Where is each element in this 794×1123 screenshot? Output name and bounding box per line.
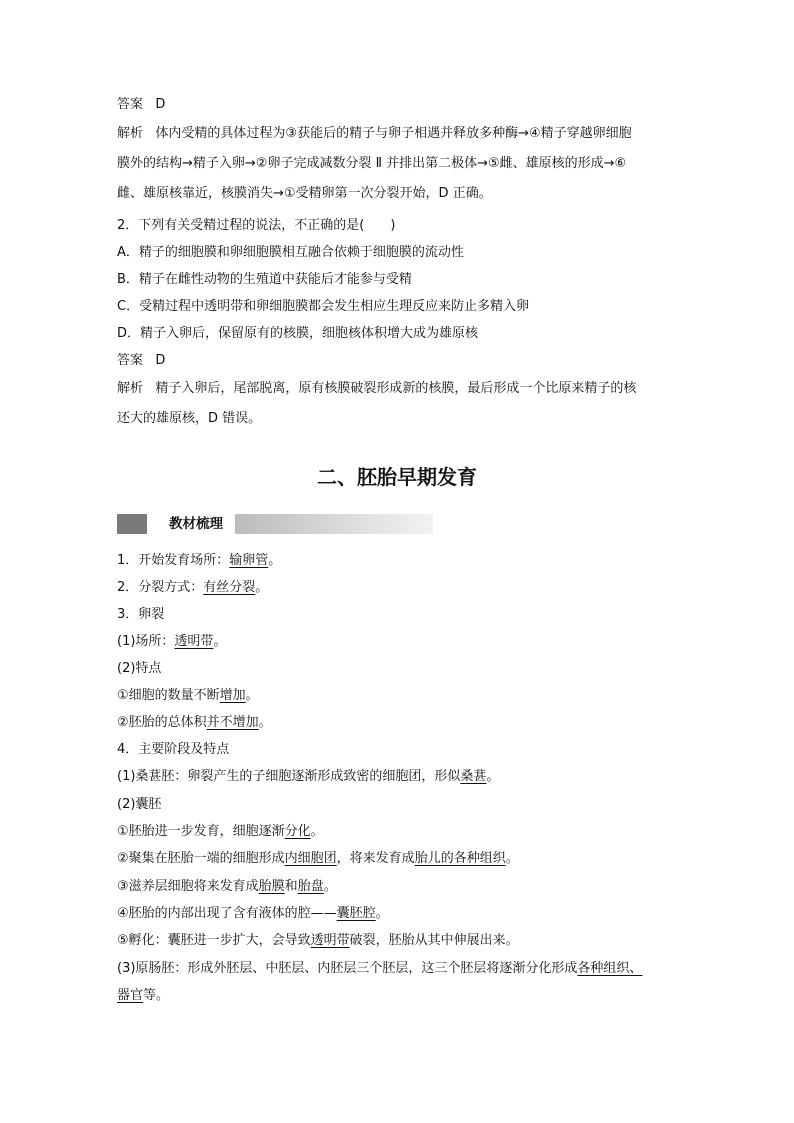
section-banner: [117, 514, 433, 534]
note-text: 。: [323, 879, 337, 894]
note-text: ②聚集在胚胎一端的细胞形成: [117, 851, 285, 866]
question-stem: 2．下列有关受精过程的说法，不正确的是( ): [117, 218, 396, 233]
note-text: 。: [310, 824, 324, 839]
note-text: 破裂，胚胎从其中伸展出来。: [349, 933, 519, 948]
note-text: 。: [505, 851, 519, 866]
note-text: (3)原肠胚：形成外胚层、中胚层、内胚层三个胚层，这三个胚层将逐渐分化形成: [117, 961, 578, 976]
note-text: 。: [486, 769, 500, 784]
note-text: (1)场所：: [117, 634, 175, 649]
note-text: ①细胞的数量不断: [117, 688, 220, 703]
note-key-term: 增加: [219, 688, 246, 703]
note-line: [117, 580, 268, 596]
note-text: 等。: [143, 988, 170, 1003]
note-key-term: 胎儿的各种组织: [414, 851, 506, 866]
note-line: [117, 715, 272, 731]
note-text: 1．开始发育场所：: [117, 553, 230, 568]
answer-label: 答案: [117, 353, 144, 368]
note-text: ⑤孵化：囊胚进一步扩大，会导致: [117, 933, 311, 948]
note-text: 2．分裂方式：: [117, 580, 204, 595]
note-text: ④胚胎的内部出现了含有液体的腔——: [117, 906, 337, 921]
note-key-term: 透明带: [174, 634, 214, 649]
analysis-line: [117, 381, 636, 397]
note-key-term: 透明带: [310, 933, 350, 948]
analysis-label: 解析: [117, 126, 144, 141]
note-key-term: 桑葚: [460, 769, 487, 784]
note-key-term: 分化: [284, 824, 311, 839]
note-text: ①胚胎进一步发育，细胞逐渐: [117, 824, 285, 839]
note-line: [117, 879, 337, 895]
note-key-term: 各种组织、: [577, 961, 643, 976]
note-line: 4．主要阶段及特点: [117, 742, 230, 757]
answer-value: D: [155, 353, 166, 368]
note-line: [117, 824, 324, 840]
option-c: C．受精过程中透明带和卵细胞膜都会发生相应生理反应来防止多精入卵: [117, 299, 530, 314]
section-title: 二、胚胎早期发育: [317, 465, 477, 489]
note-text: 。: [255, 580, 269, 595]
analysis-text-line: 膜外的结构→精子入卵→②卵子完成减数分裂 Ⅱ 并排出第二极体→⑤雌、雄原核的形成→⑥: [117, 156, 627, 171]
note-text: 。: [213, 634, 227, 649]
note-line: [117, 851, 519, 867]
note-line: [117, 688, 259, 704]
note-text: ③滋养层细胞将来发育成: [117, 879, 259, 894]
note-text: 和: [284, 879, 298, 894]
note-line: [117, 769, 499, 785]
answer-label: 答案: [117, 97, 144, 112]
note-line: [117, 906, 389, 922]
note-line: [117, 553, 281, 569]
note-line: [117, 933, 519, 949]
note-key-term: 输卵管: [229, 553, 269, 568]
note-text: ②胚胎的总体积: [117, 715, 207, 730]
note-line: (2)囊胚: [117, 797, 162, 812]
note-key-term: 胎盘: [297, 879, 324, 894]
analysis-text-line: 还大的雄原核，D 错误。: [117, 411, 262, 426]
note-text: (1)桑葚胚：卵裂产生的子细胞逐渐形成致密的细胞团，形似: [117, 769, 461, 784]
option-b: B．精子在雌性动物的生殖道中获能后才能参与受精: [117, 272, 412, 287]
analysis-line: [117, 126, 632, 142]
note-key-term: 有丝分裂: [203, 580, 256, 595]
answer-value: D: [155, 97, 166, 112]
note-line: 3．卵裂: [117, 607, 165, 622]
note-key-term: 胎膜: [258, 879, 285, 894]
banner-label: 教材梳理: [147, 514, 235, 534]
note-text: 。: [268, 553, 282, 568]
note-line: (2)特点: [117, 661, 162, 676]
analysis-text: 体内受精的具体过程为③获能后的精子与卵子相遇并释放多种酶→④精子穿越卵细胞: [155, 126, 632, 141]
note-line: [117, 634, 226, 650]
answer-line: [117, 353, 165, 369]
note-text: 。: [245, 688, 259, 703]
note-key-term: 器官: [117, 988, 144, 1003]
analysis-label: 解析: [117, 381, 144, 396]
note-text: 。: [258, 715, 272, 730]
note-key-term: 内细胞团: [284, 851, 337, 866]
note-text: ，将来发育成: [336, 851, 415, 866]
banner-edge: [117, 514, 147, 534]
analysis-text-line: 雌、雄原核靠近，核膜消失→①受精卵第一次分裂开始，D 正确。: [117, 186, 492, 201]
note-line: [117, 961, 642, 977]
option-d: D．精子入卵后，保留原有的核膜，细胞核体积增大成为雄原核: [117, 326, 479, 341]
answer-line: [117, 97, 165, 113]
note-line: [117, 988, 169, 1004]
note-key-term: 并不增加: [206, 715, 259, 730]
note-text: 。: [375, 906, 389, 921]
option-a: A．精子的细胞膜和卵细胞膜相互融合依赖于细胞膜的流动性: [117, 245, 464, 260]
analysis-text: 精子入卵后，尾部脱离，原有核膜破裂形成新的核膜，最后形成一个比原来精子的核: [155, 381, 637, 396]
note-key-term: 囊胚腔: [336, 906, 376, 921]
